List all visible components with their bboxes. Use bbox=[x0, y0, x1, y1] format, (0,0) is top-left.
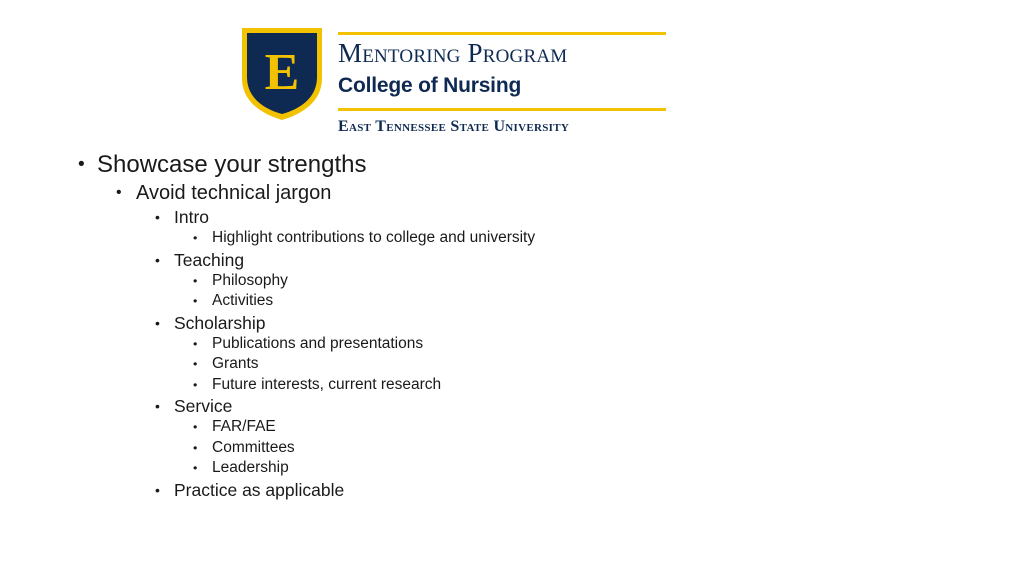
logo-title: Mentoring Program bbox=[338, 38, 568, 68]
bullet-dot: • bbox=[193, 440, 198, 455]
bullet-dot: • bbox=[155, 209, 160, 225]
bullet-text: Highlight contributions to college and university bbox=[212, 229, 536, 246]
logo-wordmark bbox=[338, 32, 668, 136]
logo-university: East Tennessee State University bbox=[338, 118, 570, 135]
gold-rule-bottom bbox=[338, 108, 666, 111]
bullet-dot: • bbox=[193, 420, 198, 434]
bullet-text: Scholarship bbox=[174, 312, 266, 333]
bullet-item bbox=[193, 354, 938, 375]
bullet-dot: • bbox=[155, 481, 160, 498]
bullet-text: Philosophy bbox=[212, 271, 288, 289]
bullet-text: Practice as applicable bbox=[174, 479, 345, 500]
bullet-dot: • bbox=[193, 377, 198, 392]
bullet-dot: • bbox=[193, 357, 198, 371]
bullet-dot: • bbox=[116, 184, 122, 201]
bullet-item bbox=[155, 206, 938, 228]
bullet-item bbox=[155, 479, 938, 501]
bullet-item bbox=[193, 334, 938, 355]
bullet-text: Leadership bbox=[212, 459, 289, 476]
bullet-dot: • bbox=[193, 273, 198, 288]
bullet-text: Avoid technical jargon bbox=[136, 182, 332, 204]
bullet-text: Teaching bbox=[174, 249, 245, 270]
bullet-item bbox=[155, 395, 938, 417]
bullet-item bbox=[193, 458, 938, 479]
bullet-item bbox=[155, 312, 938, 334]
bullet-text: FAR/FAE bbox=[212, 418, 276, 435]
bullet-item bbox=[193, 228, 938, 249]
bullet-text: Future interests, current research bbox=[212, 375, 442, 393]
bullet-text: Committees bbox=[212, 438, 295, 456]
logo-subtitle: College of Nursing bbox=[338, 74, 522, 97]
bullet-dot: • bbox=[193, 336, 198, 351]
bullet-item bbox=[193, 375, 938, 396]
bullet-text: Service bbox=[174, 396, 233, 416]
bullet-dot: • bbox=[155, 398, 160, 414]
bullet-item bbox=[193, 271, 938, 292]
bullet-dot: • bbox=[193, 294, 198, 308]
bullet-item bbox=[116, 180, 938, 206]
bullet-item bbox=[155, 249, 938, 271]
bullet-text: Intro bbox=[174, 207, 210, 227]
bullet-text: Activities bbox=[212, 292, 274, 309]
bullet-text: Publications and presentations bbox=[212, 334, 424, 352]
mentoring-program-logo bbox=[240, 26, 670, 146]
bullet-text: Showcase your strengths bbox=[97, 151, 367, 178]
bullet-dot: • bbox=[155, 314, 160, 331]
bullet-item bbox=[193, 438, 938, 459]
bullet-dot: • bbox=[155, 251, 160, 268]
gold-rule-top bbox=[338, 32, 666, 35]
bullet-item bbox=[193, 417, 938, 438]
bullet-dot: • bbox=[193, 461, 198, 475]
bullet-list bbox=[78, 150, 938, 501]
bullet-text: Grants bbox=[212, 355, 259, 372]
bullet-dot: • bbox=[78, 154, 85, 175]
bullet-dot: • bbox=[193, 231, 198, 245]
etsu-shield-icon bbox=[240, 26, 324, 122]
svg-text:E: E bbox=[264, 44, 300, 101]
bullet-item bbox=[78, 150, 938, 180]
bullet-item bbox=[193, 291, 938, 312]
